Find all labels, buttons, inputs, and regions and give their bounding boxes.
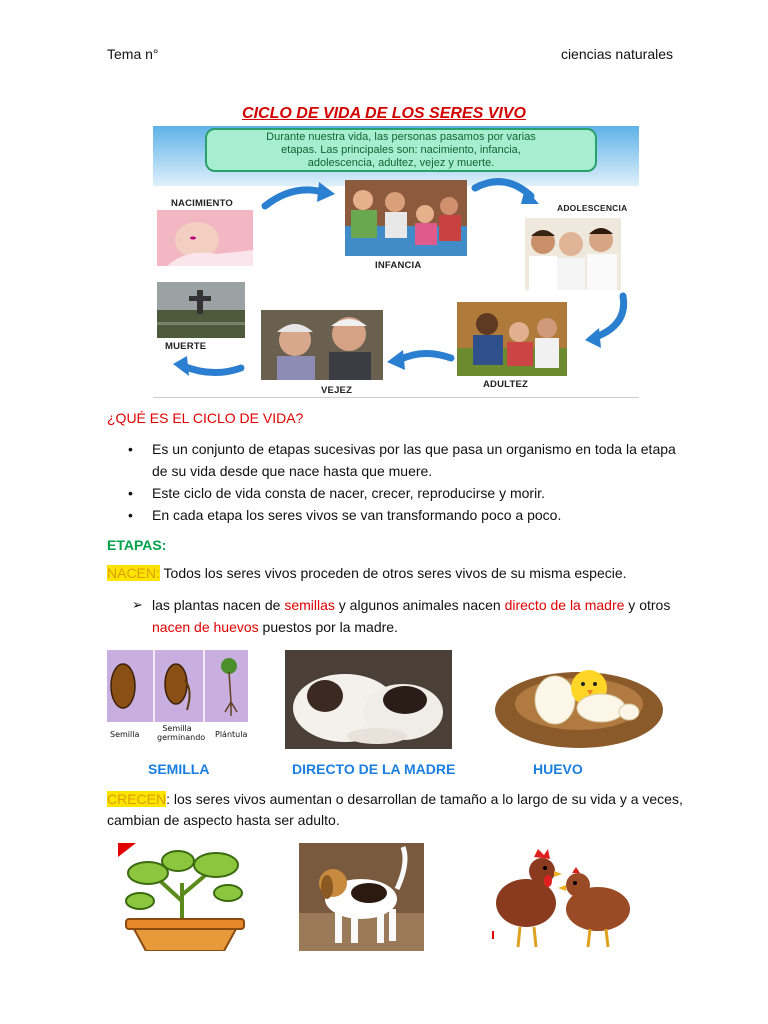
highlight-huevos: nacen de huevos <box>152 619 259 635</box>
cemetery-photo <box>157 282 245 338</box>
list-item: • Es un conjunto de etapas sucesivas por las que pasa un organismo en toda la etapa de su vida desde que nace hasta que muere. <box>128 438 688 482</box>
page-title: CICLO DE VIDA DE LOS SERES VIVO <box>242 105 526 122</box>
nacen-paragraph <box>107 565 627 581</box>
seed-germination-image <box>107 650 248 748</box>
arrow-bullet-icon: ➢ <box>132 597 143 612</box>
text-run: las plantas nacen de <box>152 597 285 613</box>
arrow-icon <box>399 353 451 360</box>
caption-huevo: HUEVO <box>533 761 583 777</box>
seed-label-2: Semilla germinando <box>157 724 206 742</box>
beagle-photo <box>299 843 424 951</box>
elders-photo <box>261 310 383 380</box>
chick-nest-image <box>493 650 665 749</box>
children-photo <box>345 180 467 256</box>
text-run: puestos por la madre. <box>258 619 398 635</box>
nacen-label: NACEN: <box>107 565 160 581</box>
seed-label-1: Semilla <box>110 730 140 739</box>
header-topic: Tema n° <box>107 46 159 62</box>
potted-plant-image <box>118 843 249 951</box>
text-run: y otros <box>624 597 671 613</box>
arrow-icon <box>265 190 323 206</box>
caption-directo: DIRECTO DE LA MADRE <box>292 761 456 777</box>
seed-label-3: Plántula <box>215 730 248 739</box>
definition-list <box>128 438 688 526</box>
divider <box>153 397 639 398</box>
label-nacimiento: NACIMIENTO <box>171 198 233 209</box>
nacen-text: Todos los seres vivos proceden de otros seres vivos de su misma especie. <box>159 565 627 581</box>
bubble-line: etapas. Las principales son: nacimiento, infancia, <box>281 144 521 156</box>
label-vejez: VEJEZ <box>321 385 353 396</box>
crecen-text: : los seres vivos aumentan o desarrollan de tamaño a lo largo de su vida y a veces, cambian de aspecto hasta ser adulto. <box>107 791 683 828</box>
bubble-line: Durante nuestra vida, las personas pasamos por varias <box>266 131 536 143</box>
list-item: • En cada etapa los seres vivos se van transformando poco a poco. <box>128 504 688 526</box>
question-heading: ¿QUÉ ES EL CICLO DE VIDA? <box>107 410 304 426</box>
highlight-semillas: semillas <box>284 597 335 613</box>
puppies-photo <box>285 650 452 749</box>
label-adolescencia: ADOLESCENCIA <box>557 203 628 213</box>
caption-semilla: SEMILLA <box>148 761 210 777</box>
seed-stages-drawing <box>107 650 248 722</box>
hens-image <box>490 843 640 951</box>
life-cycle-diagram <box>153 126 639 399</box>
etapas-heading: ETAPAS: <box>107 537 167 553</box>
header-subject: ciencias naturales <box>560 46 673 62</box>
adults-photo <box>457 302 567 376</box>
nacen-arrow-item <box>132 594 692 638</box>
label-infancia: INFANCIA <box>375 260 422 271</box>
crecen-label: CRECEN <box>107 791 167 807</box>
label-adultez: ADULTEZ <box>483 379 529 390</box>
label-muerte: MUERTE <box>165 341 207 352</box>
list-item: • Este ciclo de vida consta de nacer, crecer, reproducirse y morir. <box>128 482 688 504</box>
arrow-icon <box>475 182 531 196</box>
teens-photo <box>525 218 621 290</box>
crecen-paragraph <box>107 789 687 831</box>
bubble-line: adolescencia, adultez, vejez y muerte. <box>307 157 495 169</box>
text-run: y algunos animales nacen <box>334 597 505 613</box>
baby-photo <box>157 210 253 266</box>
highlight-directo: directo de la madre <box>504 597 625 613</box>
arrow-icon <box>183 366 241 373</box>
